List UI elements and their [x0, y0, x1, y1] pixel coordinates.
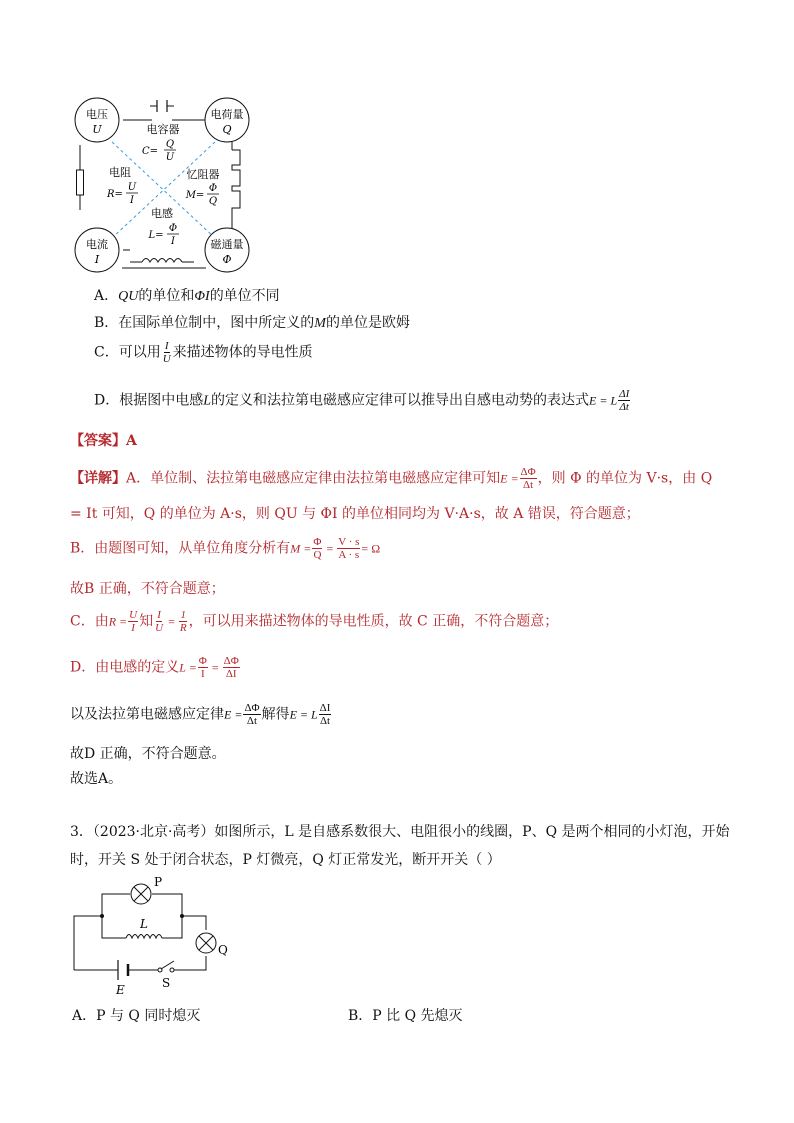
detail-line-9: 故选A。 [70, 771, 123, 787]
q3-stem-line-2: 时，开关 S 处于闭合状态，P 灯微亮，Q 灯正常发光，断开开关（ ） [70, 852, 501, 868]
lamp-q-label: Q [218, 943, 228, 957]
memristor-label: 忆阻器 [186, 168, 220, 181]
svg-text:U: U [127, 182, 137, 193]
resistor-label: 电阻 [109, 166, 131, 179]
circle-i-name: 电流 [86, 238, 108, 251]
circle-i-symbol: I [94, 253, 100, 266]
battery-e-label: E [116, 983, 125, 997]
lamp-q-symbol [196, 933, 216, 953]
q3-stem-line-1: 3．（2023·北京·高考）如图所示，L 是自感系数很大、电阻很小的线圈，P、Q 是两个相同的小灯泡，开始 [70, 824, 730, 840]
option-d[interactable]: D．根据图中电感L的定义和法拉第电磁感应定律可以推导出自感电动势的表达式E = L $\frac{\Delta I}{\Delta t}$ [94, 388, 630, 413]
inductor-l-label: L [140, 917, 148, 931]
capacitor-symbol [150, 100, 174, 112]
detail-line-4: 故B 正确，不符合题意； [70, 581, 225, 597]
switch-s-label: S [162, 976, 171, 990]
resistor-symbol [77, 170, 84, 195]
svg-text:I: I [171, 236, 175, 247]
memristor-symbol [232, 150, 240, 220]
detail-line-3: B．由题图可知，从单位角度分析有M = $\frac{\Phi}{Q}$ = $\frac{V \cdot s}{A \cdot s}$ = Ω [70, 536, 381, 561]
svg-text:R=: R= [107, 189, 123, 200]
svg-text:I: I [130, 195, 134, 206]
svg-text:Q: Q [165, 139, 175, 150]
switch-s-symbol [158, 961, 174, 972]
inductor-symbol [130, 259, 194, 263]
circle-u-name: 电压 [86, 108, 108, 121]
q3-option-a[interactable]: A．P 与 Q 同时熄灭 [72, 1008, 201, 1024]
inductor-l-symbol [126, 935, 164, 939]
circle-q-symbol: Q [222, 123, 232, 136]
lamp-p-symbol [131, 884, 151, 904]
svg-text:L=: L= [148, 230, 164, 241]
inductor-label: 电感 [151, 207, 173, 220]
answer-label: 【答案】A [70, 433, 137, 449]
detail-line-5: C．由R = $\frac{U}{I}$ 知 $\frac{I}{U}$ = $\frac{1}{R}$ ，可以用来描述物体的导电性质，故 C 正确，不符合题意； [70, 609, 559, 634]
option-c[interactable]: C．可以用 $\frac{I}{U}$ 来描述物体的导电性质 [94, 340, 313, 365]
lamp-p-label: P [154, 875, 163, 889]
detail-line-2: = It 可知，Q 的单位为 A·s，则 QU 与 ΦI 的单位相同均为 V·A·s，故 A 错误，符合题意； [70, 506, 640, 522]
detail-line-7: 以及法拉第电磁感应定律E = $\frac{\Delta\Phi}{\Delta t}$ 解得E = L $\frac{\Delta I}{\Delta t}$ [70, 702, 331, 727]
svg-text:M=: M= [185, 190, 205, 201]
svg-text:U: U [165, 152, 175, 163]
circle-phi-name: 磁通量 [210, 238, 244, 251]
option-b[interactable]: B．在国际单位制中，图中所定义的M的单位是欧姆 [94, 315, 410, 331]
svg-text:Φ: Φ [208, 183, 218, 194]
battery-e-symbol [118, 960, 128, 980]
q3-circuit-diagram [66, 872, 236, 1000]
svg-text:Q: Q [208, 196, 218, 207]
circle-u-symbol: U [92, 123, 102, 136]
detail-line-6: D．由电感的定义L = $\frac{\Phi}{I}$ = $\frac{\Delta\Phi}{\Delta I}$ [70, 655, 239, 680]
circle-phi-symbol: Φ [222, 253, 232, 266]
circle-q-name: 电荷量 [210, 108, 244, 121]
detail-line-1: 【详解】A．单位制、法拉第电磁感应定律由法拉第电磁感应定律可知E = $\frac{\Delta\Phi}{\Delta t}$ ，则 Φ 的单位为 V·s，由 Q [70, 466, 713, 491]
physics-quantities-diagram [70, 90, 260, 280]
detail-line-8: 故D 正确，不符合题意。 [70, 746, 226, 762]
q3-option-b[interactable]: B．P 比 Q 先熄灭 [348, 1008, 463, 1024]
svg-text:Φ: Φ [168, 223, 178, 234]
svg-text:C=: C= [141, 146, 159, 157]
option-a[interactable]: A．QU的单位和ΦI的单位不同 [94, 288, 280, 304]
capacitor-label: 电容器 [146, 123, 180, 136]
